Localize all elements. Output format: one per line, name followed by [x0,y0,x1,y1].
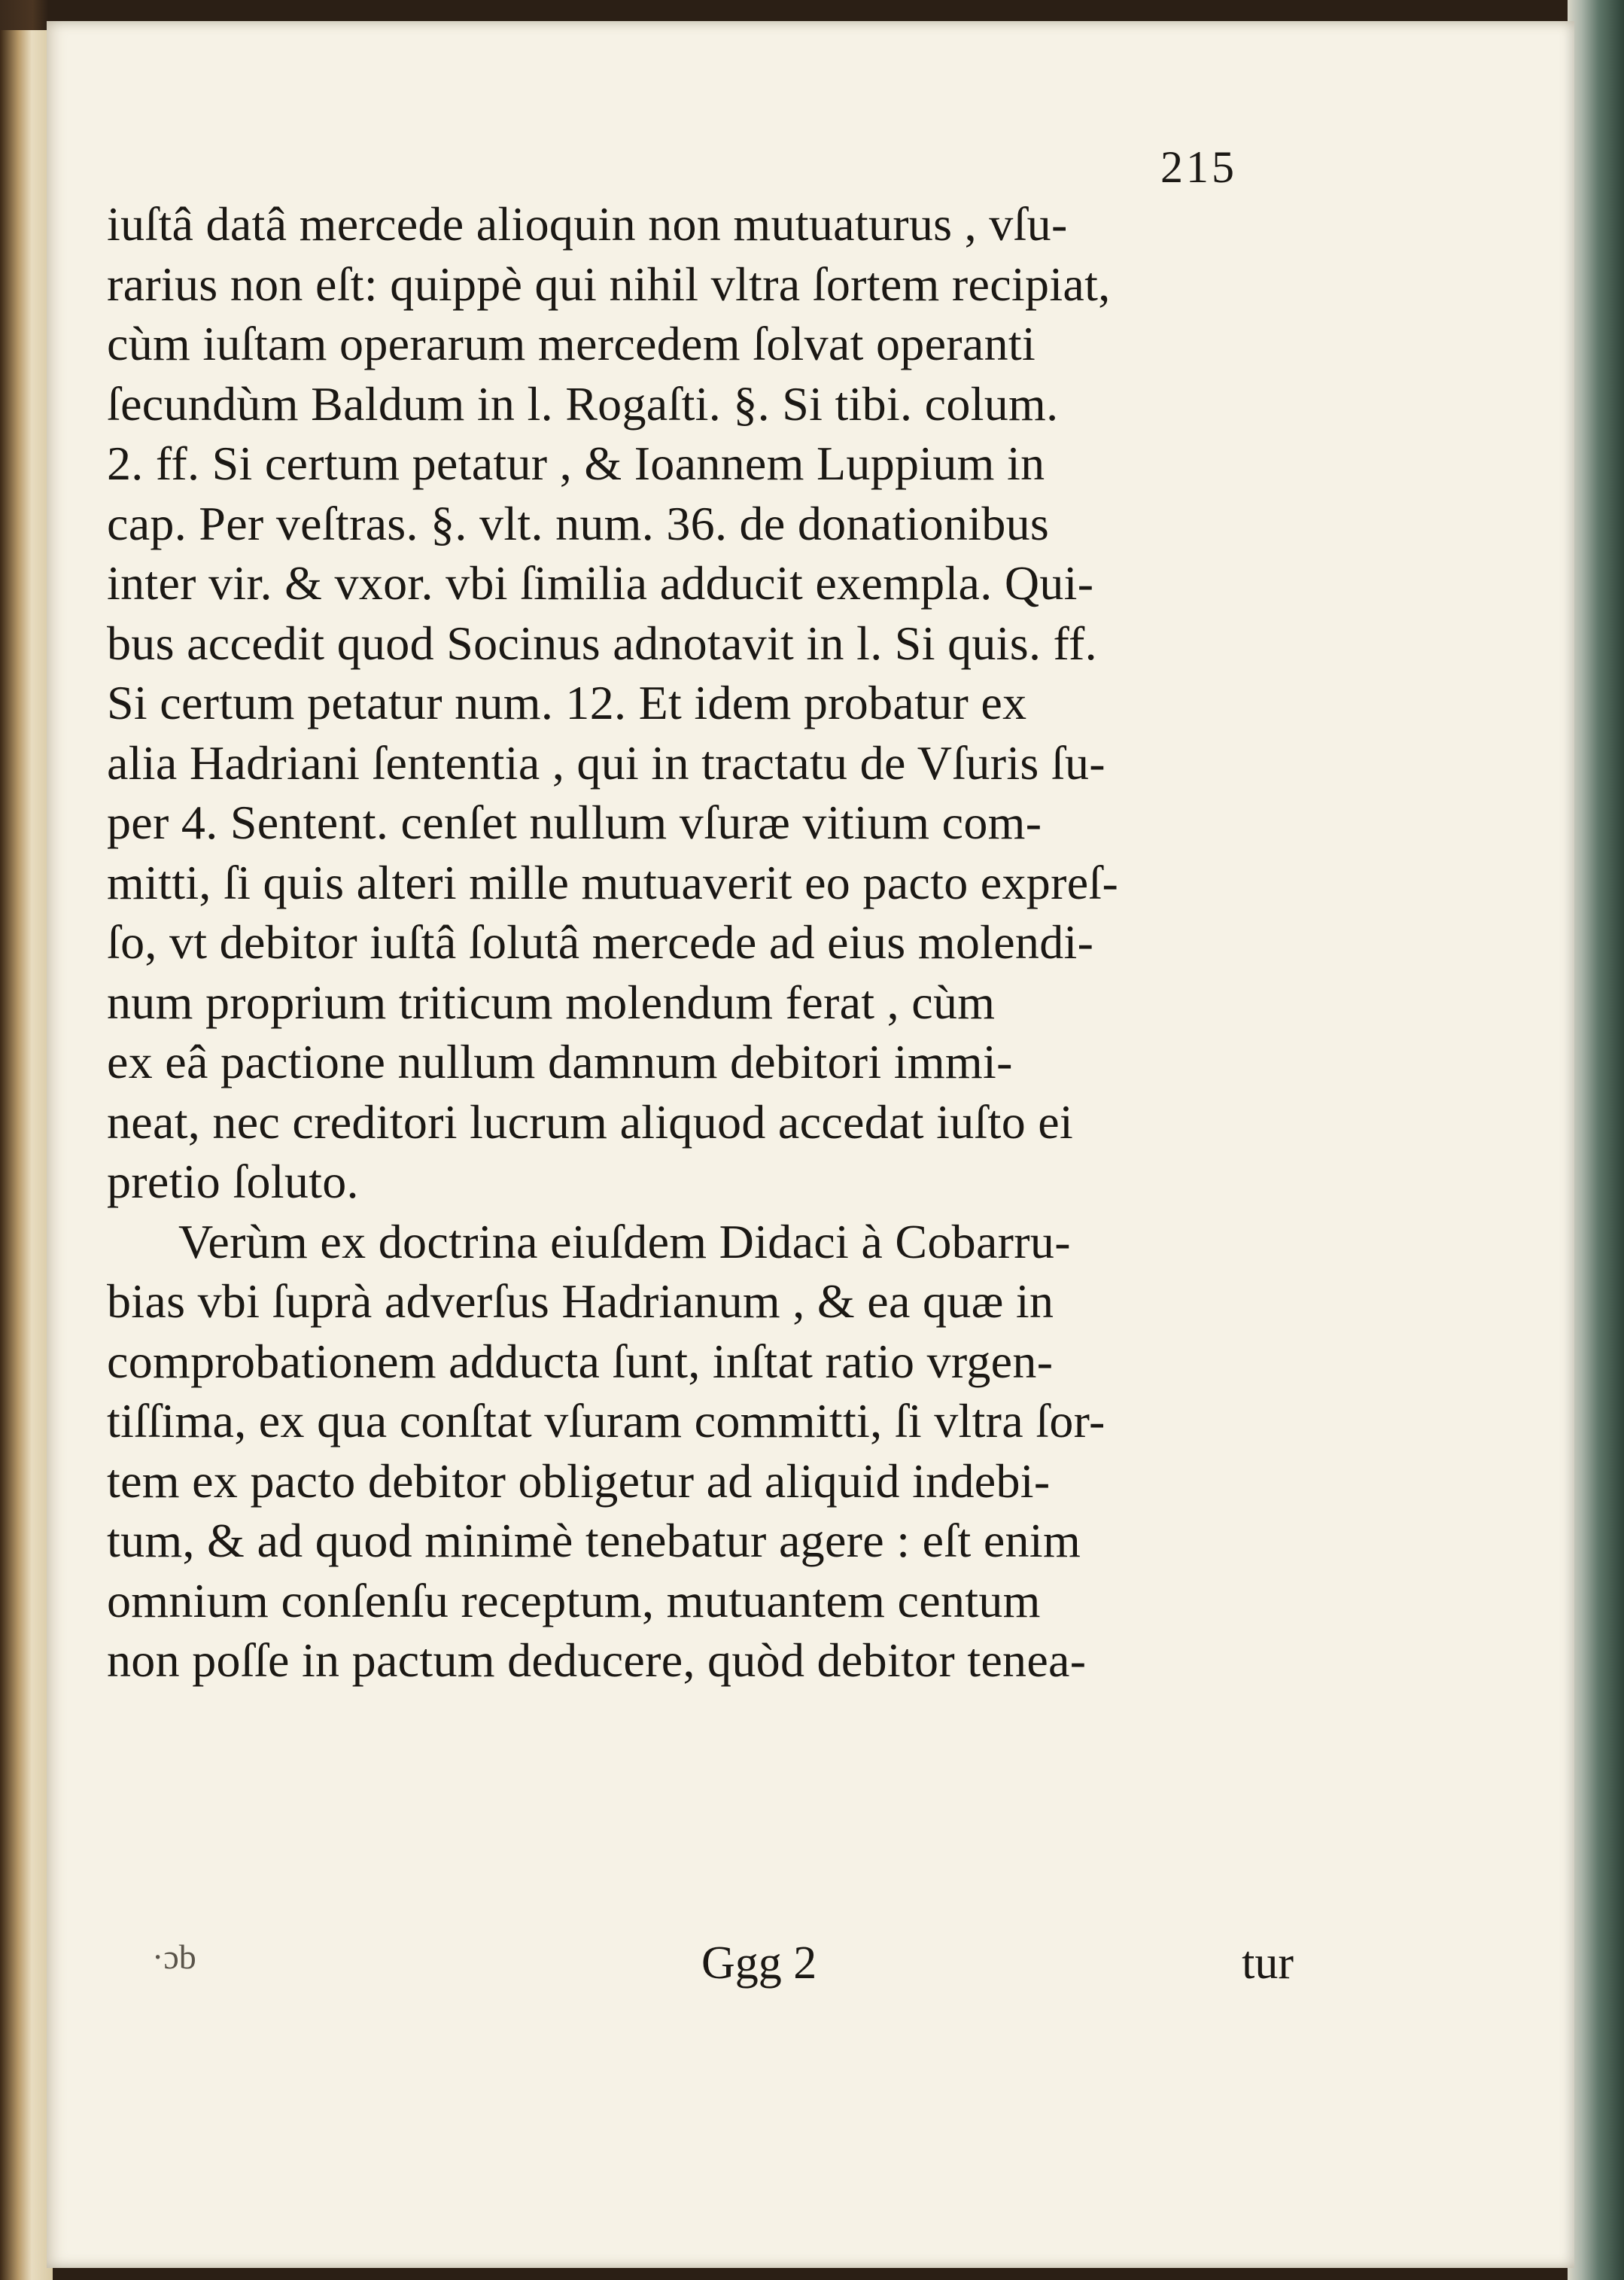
book-page-edge [1568,0,1624,2280]
book-page [47,21,1574,2268]
text-line: cap. Per veſtras. §. vlt. num. 36. de donationibus [107,496,1050,550]
page-footer [107,1937,1294,1997]
text-line: per 4. Sentent. cenſet nullum vſuræ vitium com- [107,796,1042,849]
body-text [107,194,1285,1691]
text-line: tiſſima, ex qua conſtat vſuram committi, ſi vltra ſor- [107,1394,1105,1447]
paragraph-first-line: Verùm ex doctrina eiuſdem Didaci à Cobarru- [178,1214,1071,1268]
text-line: Si certum petatur num. 12. Et idem probatur ex [107,676,1027,729]
text-line: pretio ſoluto. [107,1155,359,1208]
text-line: tum, & ad quod minimè tenebatur agere : eſt enim [107,1514,1081,1567]
text-line: ſecundùm Baldum in l. Rogaſti. §. Si tibi. colum. [107,376,1059,431]
text-line: comprobationem adducta ſunt, inſtat ratio vrgen- [107,1334,1054,1388]
text-line: rarius non eſt: quippè qui nihil vltra ſortem recipiat, [107,257,1111,311]
text-line: tem ex pacto debitor obligetur ad aliquid indebi- [107,1454,1051,1508]
text-line: 2. ff. Si certum petatur , & Ioannem Luppium in [107,437,1045,490]
text-line: iuſtâ datâ mercede alioquin non mutuaturus , vſu- [107,197,1068,251]
text-line: alia Hadriani ſententia , qui in tractatu de Vſuris ſu- [107,735,1105,790]
catchword: tur [1242,1938,1294,1989]
text-line: mitti, ſi quis alteri mille mutuaverit eo pacto expreſ- [107,855,1119,909]
text-line: bus accedit quod Socinus adnotavit in l. Si quis. ff. [107,616,1097,670]
text-line: neat, nec creditori lucrum aliquod accedat iuſto ei [107,1094,1074,1149]
text-line: bias vbi ſuprà adverſus Hadrianum , & ea quæ in [107,1274,1054,1328]
text-line: non poſſe in pactum deducere, quòd debitor tenea- [107,1633,1087,1687]
book-spine-edge [0,30,53,2280]
text-line: inter vir. & vxor. vbi ſimilia adducit exempla. Qui- [107,556,1094,610]
text-line: cùm iuſtam operarum mercedem ſolvat operanti [107,317,1036,370]
page-number: 215 [1160,142,1237,192]
text-line: ſo, vt debitor iuſtâ ſolutâ mercede ad eius molendi- [107,915,1094,969]
bleed-through-mark: ·ɔb [152,1938,196,1976]
text-line: num proprium triticum molendum ferat , cùm [107,975,996,1029]
text-line: ex eâ pactione nullum damnum debitori immi- [107,1035,1013,1088]
signature-mark: Ggg 2 [701,1938,817,1989]
text-line: omnium conſenſu receptum, mutuantem centum [107,1573,1041,1627]
